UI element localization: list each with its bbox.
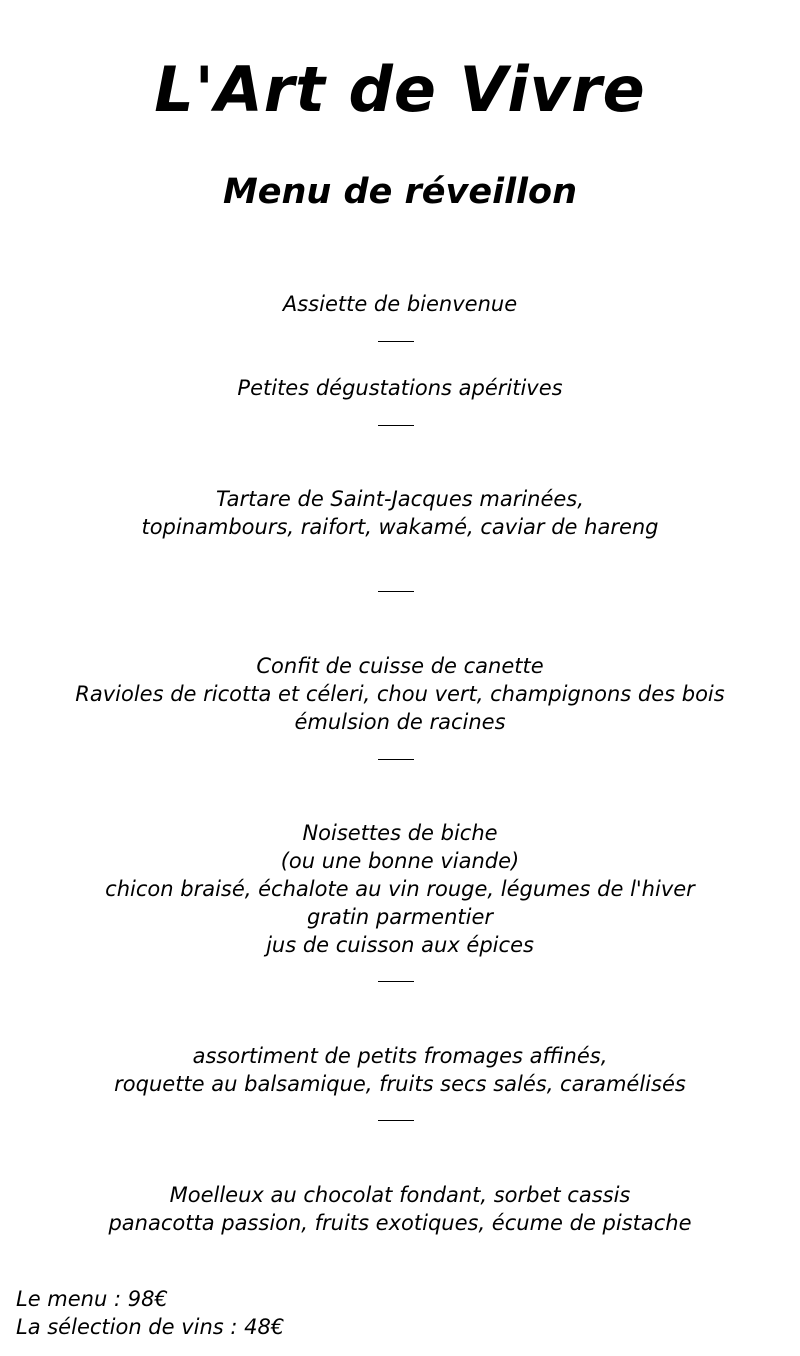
course-fish (0, 652, 800, 736)
course-separator (378, 1120, 414, 1121)
course-line: assortiment de petits fromages affinés, (192, 1044, 608, 1068)
course-line: Tartare de Saint-Jacques marinées, (216, 487, 584, 511)
course-line: Confit de cuisse de canette (256, 654, 544, 678)
course-line: Noisettes de biche (302, 821, 498, 845)
course-line: topinambours, raifort, wakamé, caviar de hareng (141, 515, 659, 539)
course-separator (378, 425, 414, 426)
course-cheese (0, 1042, 800, 1098)
course-welcome (0, 290, 800, 318)
course-separator (378, 591, 414, 592)
course-line: Assiette de bienvenue (282, 292, 518, 316)
course-dessert (0, 1181, 800, 1237)
restaurant-name: L'Art de Vivre (154, 53, 646, 126)
course-aperitif (0, 374, 800, 402)
course-separator (378, 981, 414, 982)
course-line: jus de cuisson aux épices (266, 933, 534, 957)
course-line: gratin parmentier (306, 905, 494, 929)
course-separator (378, 759, 414, 760)
course-line: roquette au balsamique, fruits secs salés, caramélisés (114, 1072, 686, 1096)
course-line: chicon braisé, échalote au vin rouge, légumes de l'hiver (105, 877, 695, 901)
wine-price: La sélection de vins : 48€ (16, 1315, 285, 1339)
course-separator (378, 341, 414, 342)
course-line: Moelleux au chocolat fondant, sorbet cassis (169, 1183, 631, 1207)
course-starter (0, 485, 800, 541)
menu-title: Menu de réveillon (222, 172, 578, 212)
course-line: Petites dégustations apéritives (237, 376, 563, 400)
menu-price: Le menu : 98€ (16, 1287, 168, 1311)
course-main (0, 819, 800, 959)
course-line: panacotta passion, fruits exotiques, écume de pistache (108, 1211, 692, 1235)
pricing (16, 1285, 284, 1341)
course-line: Ravioles de ricotta et céleri, chou vert, champignons des bois (75, 682, 725, 706)
course-line: émulsion de racines (294, 710, 506, 734)
course-line: (ou une bonne viande) (280, 849, 520, 873)
